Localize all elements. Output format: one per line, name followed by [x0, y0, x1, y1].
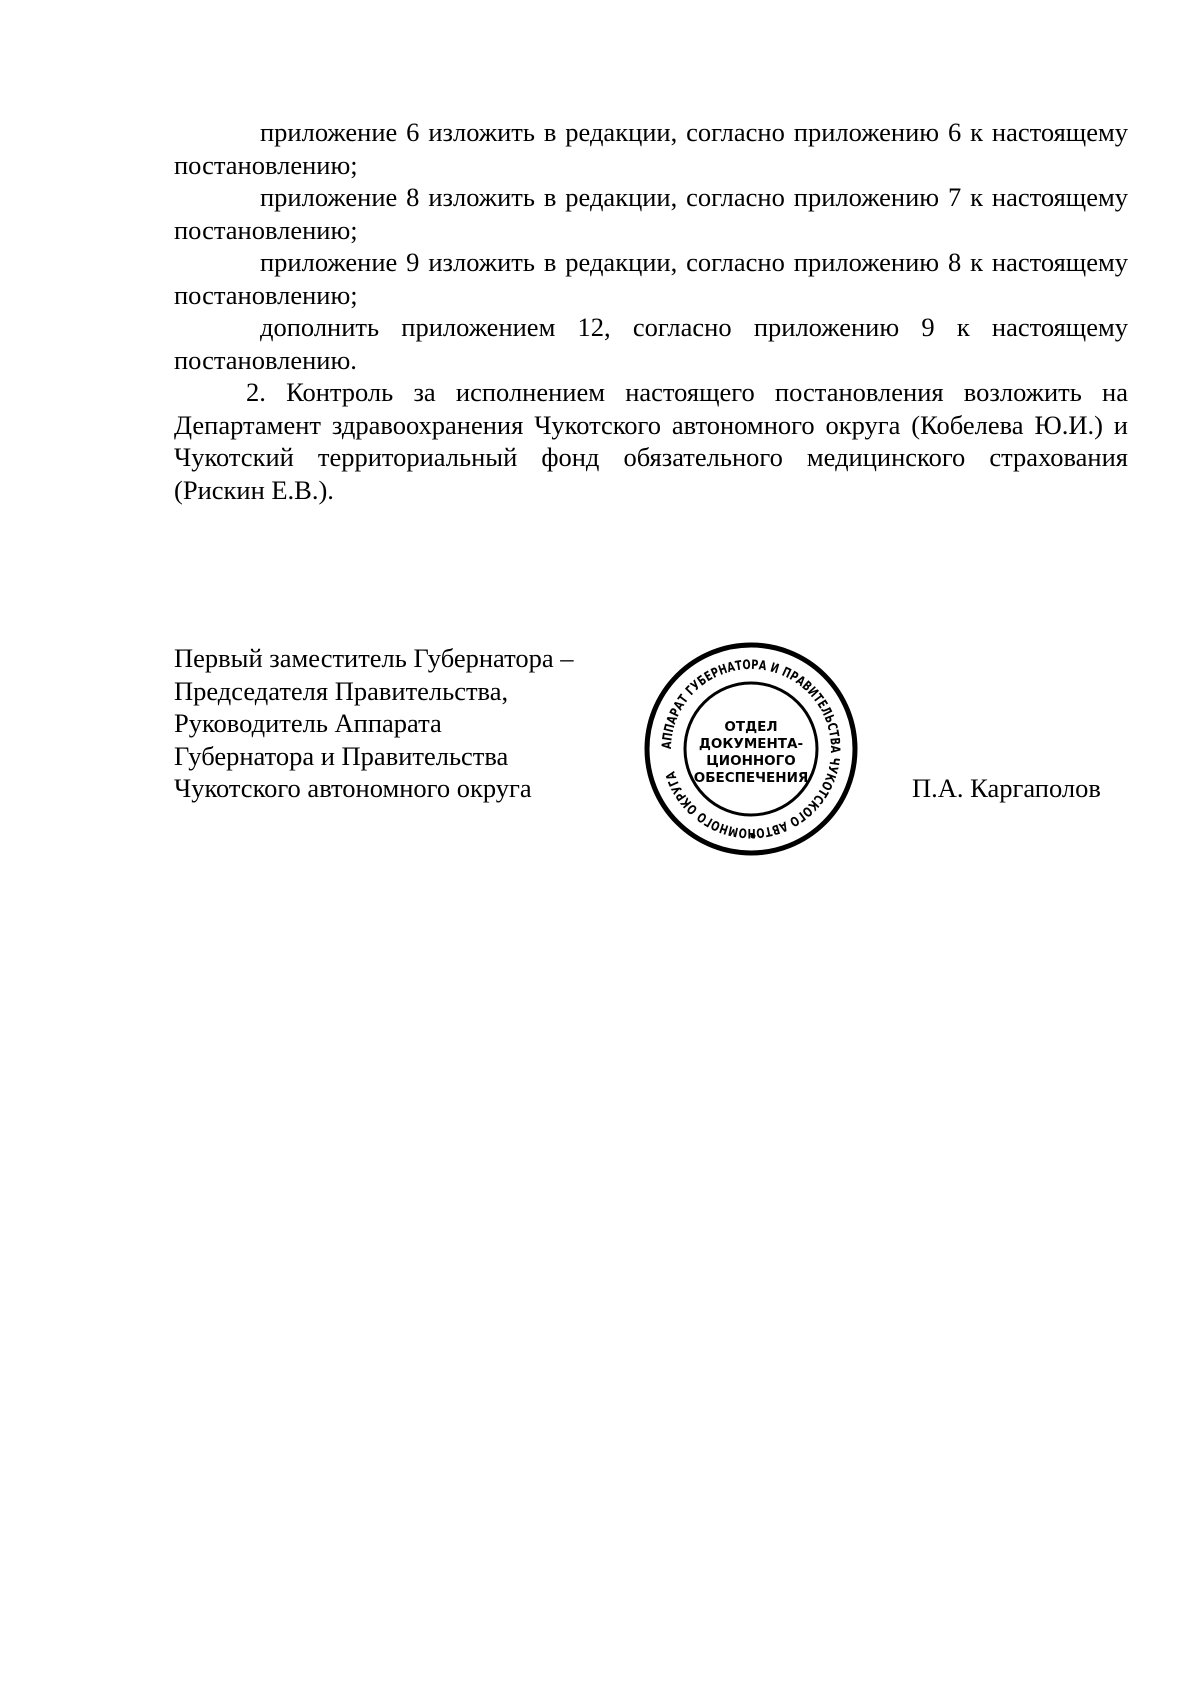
- paragraph-appendix-8: приложение 8 изложить в редакции, согласно приложению 7 к настоящему постановлению;: [174, 182, 1128, 245]
- seal-center-line: ЦИОННОГО: [706, 753, 796, 769]
- signer-position: [174, 642, 573, 805]
- signer-position-line: Руководитель Аппарата: [174, 708, 442, 738]
- seal-center-line: ОТДЕЛ: [724, 719, 778, 735]
- signer-position-line: Первый заместитель Губернатора –: [174, 643, 574, 673]
- paragraph-appendix-12: дополнить приложением 12, согласно приложению 9 к настоящему постановлению.: [174, 312, 1128, 375]
- document-body: [174, 116, 1128, 506]
- seal-icon: [642, 640, 860, 858]
- signer-position-line: Председателя Правительства,: [174, 675, 509, 706]
- signer-position-line: Чукотского автономного округа: [174, 773, 532, 803]
- paragraph-appendix-9: приложение 9 изложить в редакции, согласно приложению 8 к настоящему постановлению;: [174, 247, 1128, 310]
- signer-position-line: Губернатора и Правительства: [174, 740, 509, 771]
- svg-text:АППАРАТ ГУБЕРНАТОРА И ПРАВИТЕЛ: АППАРАТ ГУБЕРНАТОРА И ПРАВИТЕЛЬСТВА ЧУКОТСКОГО АВТОНОМНОГО ОКРУГА: [659, 657, 843, 841]
- paragraph-appendix-6: приложение 6 изложить в редакции, согласно приложению 6 к настоящему постановлению;: [174, 117, 1128, 180]
- seal-center-line: ОБЕСПЕЧЕНИЯ: [693, 770, 809, 786]
- paragraph-control-clause: 2. Контроль за исполнением настоящего постановления возложить на Департамент здравоохранения Чукотского автономного округа (Кобелева Ю.И.) и Чукотский территориальный фонд обязательного медицинского страхования (Рискин Е.В.).: [174, 377, 1128, 505]
- official-seal: [642, 640, 860, 858]
- seal-center-line: ДОКУМЕНТА-: [698, 736, 804, 752]
- signer-name: П.А. Каргаполов: [912, 773, 1101, 803]
